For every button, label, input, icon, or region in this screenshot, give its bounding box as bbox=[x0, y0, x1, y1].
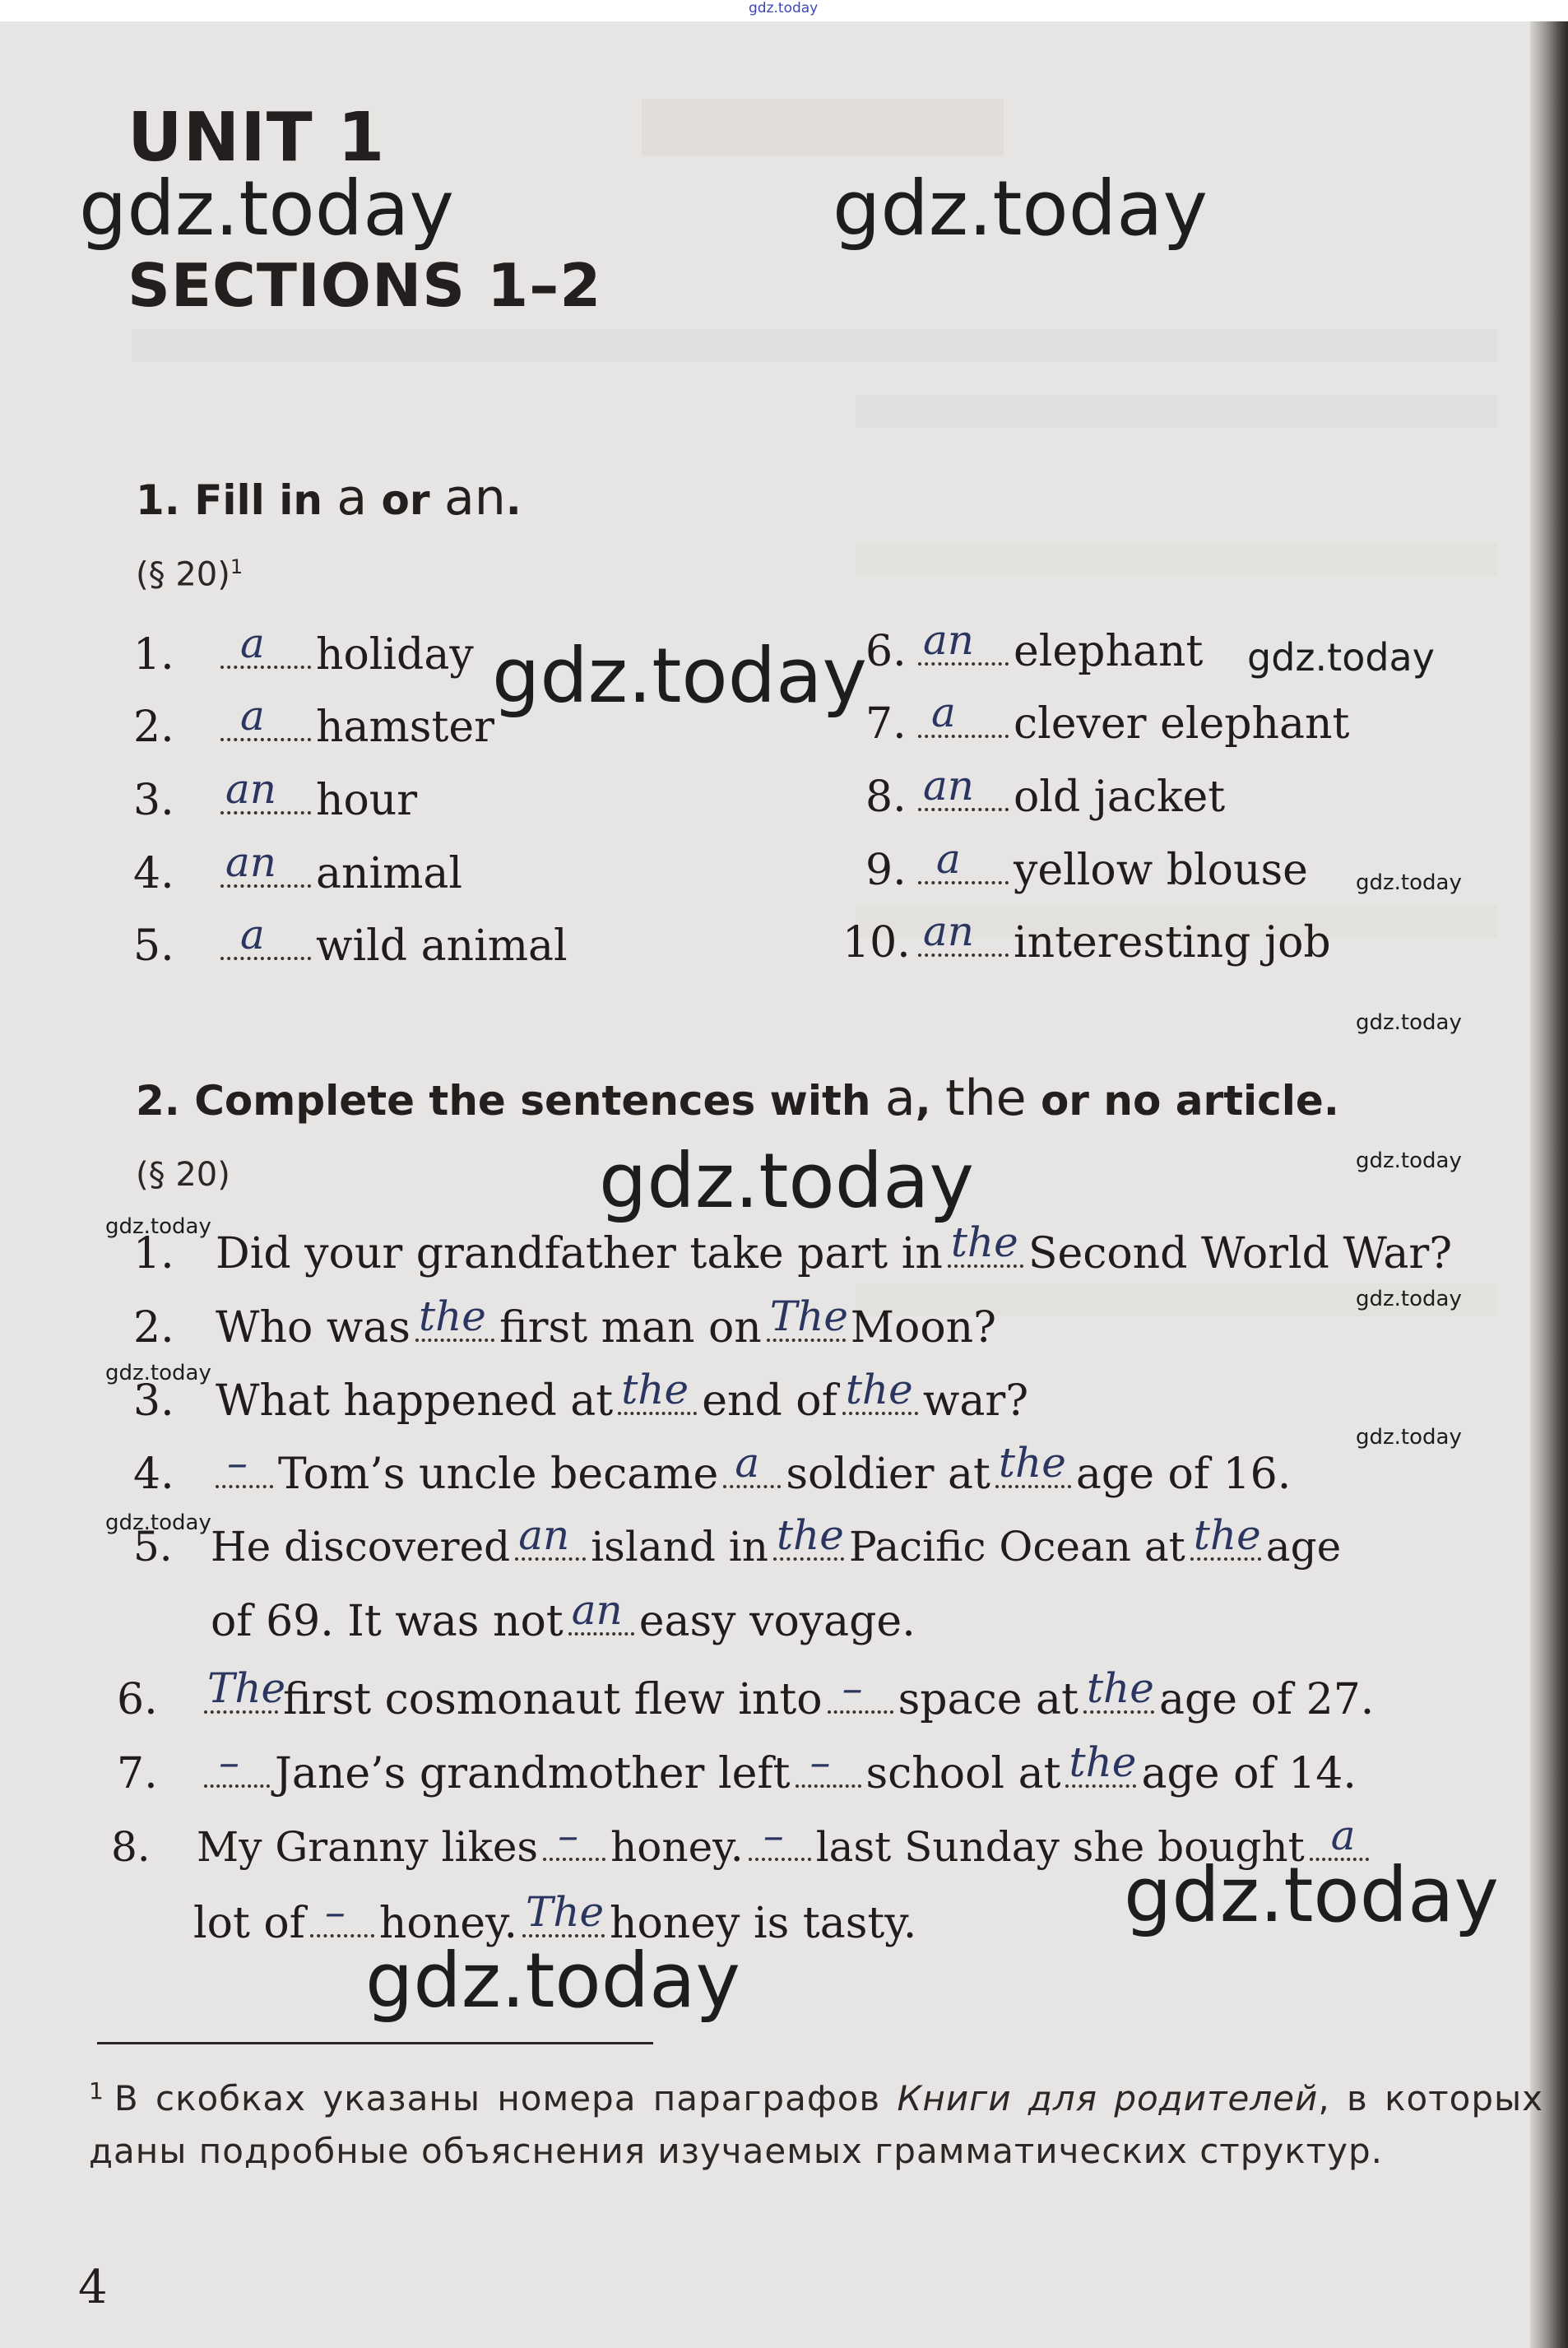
answer-blank bbox=[796, 1738, 861, 1788]
exercise-instruction-comma: , bbox=[915, 1077, 946, 1125]
article-the: the bbox=[945, 1070, 1027, 1127]
sentence-text: school at bbox=[865, 1749, 1061, 1798]
sentence-line bbox=[133, 1292, 996, 1353]
sentence-text: war? bbox=[922, 1376, 1029, 1426]
sentence-text: Moon? bbox=[850, 1303, 996, 1353]
exercise-2-reference: (§ 20) bbox=[136, 1156, 230, 1194]
exercise-1-title bbox=[136, 469, 522, 527]
sentence-text: of 69. It was not bbox=[211, 1597, 564, 1646]
handwritten-answer: The bbox=[207, 1664, 286, 1712]
watermark: gdz.today bbox=[365, 1937, 740, 2025]
item-number: 5. bbox=[133, 921, 174, 971]
item-number: 9. bbox=[865, 846, 907, 895]
answer-blank bbox=[918, 616, 1009, 666]
sentence-line bbox=[133, 1439, 1292, 1499]
watermark: gdz.today bbox=[79, 165, 454, 253]
watermark: gdz.today bbox=[1356, 1148, 1462, 1173]
article-a: a bbox=[336, 469, 368, 527]
handwritten-answer: – bbox=[324, 1888, 346, 1936]
list-item bbox=[865, 616, 1204, 676]
item-text: wild animal bbox=[316, 921, 568, 971]
handwritten-answer: a bbox=[931, 689, 956, 736]
answer-blank bbox=[918, 689, 1009, 738]
answer-blank bbox=[515, 1511, 586, 1561]
watermark: gdz.today bbox=[1356, 870, 1462, 895]
sentence-text: first man on bbox=[499, 1303, 762, 1353]
answer-blank bbox=[310, 1888, 374, 1937]
handwritten-answer: an bbox=[225, 838, 277, 886]
item-text: interesting job bbox=[1014, 918, 1331, 968]
exercise-2-title bbox=[136, 1070, 1339, 1127]
sentence-text: island in bbox=[591, 1523, 768, 1571]
top-watermark: gdz.today bbox=[749, 0, 819, 16]
item-number: 6. bbox=[117, 1675, 158, 1724]
list-item bbox=[133, 838, 463, 898]
item-number: 1. bbox=[133, 630, 174, 680]
sentence-text: Second World War? bbox=[1028, 1229, 1453, 1278]
handwritten-answer: an bbox=[518, 1511, 570, 1559]
sentence-text: soldier at bbox=[786, 1450, 990, 1499]
bleed-through-shape bbox=[642, 99, 1004, 156]
item-number: 3. bbox=[133, 776, 174, 825]
list-item bbox=[865, 835, 1308, 895]
footnote-divider bbox=[97, 2042, 653, 2044]
handwritten-answer: – bbox=[227, 1439, 248, 1487]
handwritten-answer: an bbox=[923, 616, 975, 664]
answer-blank bbox=[522, 1888, 605, 1937]
handwritten-answer: an bbox=[923, 762, 975, 810]
watermark: gdz.today bbox=[1247, 635, 1435, 680]
exercise-number: 2. bbox=[136, 1077, 180, 1125]
watermark: gdz.today bbox=[105, 1510, 211, 1535]
answer-blank bbox=[220, 838, 311, 888]
answer-blank bbox=[773, 1511, 844, 1561]
list-item bbox=[133, 911, 568, 971]
article-an: an bbox=[443, 469, 506, 527]
watermark: gdz.today bbox=[1356, 1010, 1462, 1035]
handwritten-answer: the bbox=[998, 1439, 1066, 1487]
watermark: gdz.today bbox=[105, 1214, 211, 1239]
handwritten-answer: the bbox=[1086, 1664, 1154, 1712]
handwritten-answer: the bbox=[845, 1366, 913, 1413]
article-a: a bbox=[884, 1070, 916, 1127]
sentence-text: My Granny likes bbox=[197, 1823, 539, 1871]
page-number: 4 bbox=[78, 2261, 108, 2314]
handwritten-answer: The bbox=[525, 1888, 605, 1936]
sentence-text: age bbox=[1265, 1523, 1342, 1571]
exercise-number: 1. bbox=[136, 476, 180, 524]
answer-blank bbox=[918, 762, 1009, 811]
answer-blank bbox=[918, 835, 1009, 884]
handwritten-answer: a bbox=[240, 911, 265, 958]
answer-blank bbox=[723, 1439, 781, 1488]
sentence-text: Tom’s uncle became bbox=[278, 1450, 719, 1499]
exercise-instruction-end: . bbox=[505, 476, 522, 524]
sentence-text: space at bbox=[898, 1675, 1079, 1724]
answer-blank bbox=[543, 1812, 605, 1861]
item-number: 1. bbox=[133, 1229, 174, 1278]
item-number: 7. bbox=[865, 699, 907, 749]
item-text: yellow blouse bbox=[1014, 846, 1308, 895]
answer-blank bbox=[995, 1439, 1071, 1488]
handwritten-answer: the bbox=[950, 1218, 1018, 1266]
sentence-text: honey is tasty. bbox=[609, 1899, 917, 1948]
sentence-text: age of 14. bbox=[1141, 1749, 1357, 1798]
paragraph-ref: (§ 20) bbox=[136, 555, 230, 594]
list-item bbox=[133, 765, 418, 825]
watermark: gdz.today bbox=[1356, 1425, 1462, 1450]
item-number: 7. bbox=[117, 1749, 158, 1798]
list-item bbox=[865, 762, 1226, 822]
handwritten-answer: the bbox=[1069, 1738, 1137, 1786]
item-number: 5. bbox=[133, 1523, 173, 1571]
answer-blank bbox=[828, 1664, 893, 1714]
handwritten-answer: the bbox=[776, 1511, 844, 1559]
answer-blank bbox=[220, 619, 311, 669]
footnote-book-title: Книги для родителей bbox=[897, 2078, 1319, 2118]
answer-blank bbox=[1083, 1664, 1154, 1714]
answer-blank bbox=[220, 911, 311, 960]
handwritten-answer: – bbox=[219, 1738, 239, 1786]
watermark: gdz.today bbox=[599, 1137, 974, 1225]
answer-blank bbox=[1065, 1738, 1137, 1788]
top-strip bbox=[0, 0, 1568, 21]
watermark: gdz.today bbox=[1124, 1851, 1499, 1939]
watermark: gdz.today bbox=[492, 632, 867, 720]
answer-blank bbox=[204, 1738, 270, 1788]
footnote-text: В скобках указаны номера параграфов bbox=[114, 2078, 898, 2118]
answer-blank bbox=[216, 1439, 273, 1488]
item-number: 10. bbox=[842, 918, 911, 968]
sentence-text: Jane’s grandmother left bbox=[275, 1749, 791, 1798]
sentence-text: He discovered bbox=[211, 1523, 511, 1571]
sentence-text: age of 27. bbox=[1158, 1675, 1375, 1724]
item-number: 4. bbox=[133, 1450, 174, 1499]
handwritten-answer: The bbox=[769, 1292, 848, 1340]
answer-blank bbox=[618, 1366, 697, 1415]
handwritten-answer: a bbox=[936, 835, 961, 883]
answer-blank bbox=[220, 765, 311, 814]
sentence-text: last Sunday she bought bbox=[815, 1823, 1305, 1871]
handwritten-answer: the bbox=[1193, 1511, 1261, 1559]
exercise-instruction: Fill in bbox=[194, 476, 337, 524]
item-text: clever elephant bbox=[1014, 699, 1350, 749]
footnote-text: , в которых даны подробные объяснения изучаемых грамматических структур. bbox=[89, 2078, 1544, 2171]
answer-blank bbox=[220, 692, 311, 741]
handwritten-answer: – bbox=[810, 1738, 831, 1786]
answer-blank bbox=[918, 907, 1009, 957]
answer-blank bbox=[568, 1586, 634, 1636]
exercise-instruction-end: or no article. bbox=[1026, 1077, 1339, 1125]
footnote-marker: 1 bbox=[89, 2077, 104, 2104]
list-item bbox=[133, 619, 474, 680]
handwritten-answer: an bbox=[571, 1586, 623, 1634]
handwritten-answer: the bbox=[418, 1292, 486, 1340]
item-number: 3. bbox=[133, 1376, 174, 1426]
exercise-1-reference bbox=[136, 555, 243, 593]
list-item bbox=[865, 689, 1350, 749]
sentence-text: end of bbox=[702, 1376, 837, 1426]
bleed-through-shape bbox=[856, 543, 1497, 576]
handwritten-answer: – bbox=[763, 1812, 784, 1859]
item-text: holiday bbox=[316, 630, 474, 680]
handwritten-answer: – bbox=[558, 1812, 579, 1859]
handwritten-answer: a bbox=[240, 619, 265, 667]
sentence-text: age of 16. bbox=[1075, 1450, 1292, 1499]
bleed-through-shape bbox=[132, 329, 1497, 362]
sentence-text: easy voyage. bbox=[638, 1597, 916, 1646]
item-text: animal bbox=[316, 849, 463, 898]
answer-blank bbox=[415, 1292, 494, 1342]
item-number: 4. bbox=[133, 849, 174, 898]
item-number: 6. bbox=[865, 627, 907, 676]
page-binding-shadow bbox=[1530, 21, 1568, 2348]
sentence-line-continued bbox=[211, 1586, 916, 1646]
item-number: 8. bbox=[111, 1823, 151, 1871]
sections-title: SECTIONS 1–2 bbox=[128, 251, 602, 320]
handwritten-answer: an bbox=[923, 907, 975, 955]
footnote bbox=[89, 2065, 1543, 2178]
answer-blank bbox=[948, 1218, 1023, 1268]
exercise-instruction: Complete the sentences with bbox=[194, 1077, 885, 1125]
list-item bbox=[133, 692, 495, 752]
handwritten-answer: a bbox=[240, 692, 265, 740]
item-number: 2. bbox=[133, 703, 174, 752]
answer-blank bbox=[767, 1292, 848, 1342]
watermark: gdz.today bbox=[1356, 1287, 1462, 1311]
sentence-text: Who was bbox=[216, 1303, 411, 1353]
sentence-text: Did your grandfather take part in bbox=[216, 1229, 943, 1278]
item-text: elephant bbox=[1014, 627, 1204, 676]
answer-blank bbox=[1190, 1511, 1261, 1561]
handwritten-answer: a bbox=[1330, 1812, 1356, 1859]
sentence-text: lot of bbox=[193, 1899, 305, 1948]
watermark: gdz.today bbox=[105, 1361, 211, 1385]
sentence-text: Pacific Ocean at bbox=[848, 1523, 1185, 1571]
sentence-text: What happened at bbox=[216, 1376, 614, 1426]
item-text: old jacket bbox=[1014, 773, 1226, 822]
answer-blank bbox=[749, 1812, 811, 1861]
sentence-line bbox=[117, 1738, 1357, 1798]
watermark: gdz.today bbox=[833, 165, 1208, 253]
sentence-line bbox=[117, 1664, 1375, 1724]
handwritten-answer: a bbox=[735, 1439, 760, 1487]
handwritten-answer: an bbox=[225, 765, 277, 813]
item-text: hamster bbox=[316, 703, 495, 752]
handwritten-answer: the bbox=[621, 1366, 689, 1413]
sentence-text: honey. bbox=[610, 1823, 744, 1871]
item-text: hour bbox=[316, 776, 418, 825]
exercise-instruction-mid: or bbox=[367, 476, 444, 524]
answer-blank bbox=[842, 1366, 918, 1415]
handwritten-answer: – bbox=[842, 1664, 863, 1712]
list-item bbox=[842, 907, 1331, 968]
sentence-text: first cosmonaut flew into bbox=[283, 1675, 823, 1724]
footnote-marker: 1 bbox=[230, 555, 244, 578]
item-number: 8. bbox=[865, 773, 907, 822]
bleed-through-shape bbox=[856, 395, 1497, 428]
item-number: 2. bbox=[133, 1303, 174, 1353]
unit-title: UNIT 1 bbox=[128, 99, 386, 177]
answer-blank bbox=[204, 1664, 286, 1714]
sentence-text: honey. bbox=[378, 1899, 517, 1948]
